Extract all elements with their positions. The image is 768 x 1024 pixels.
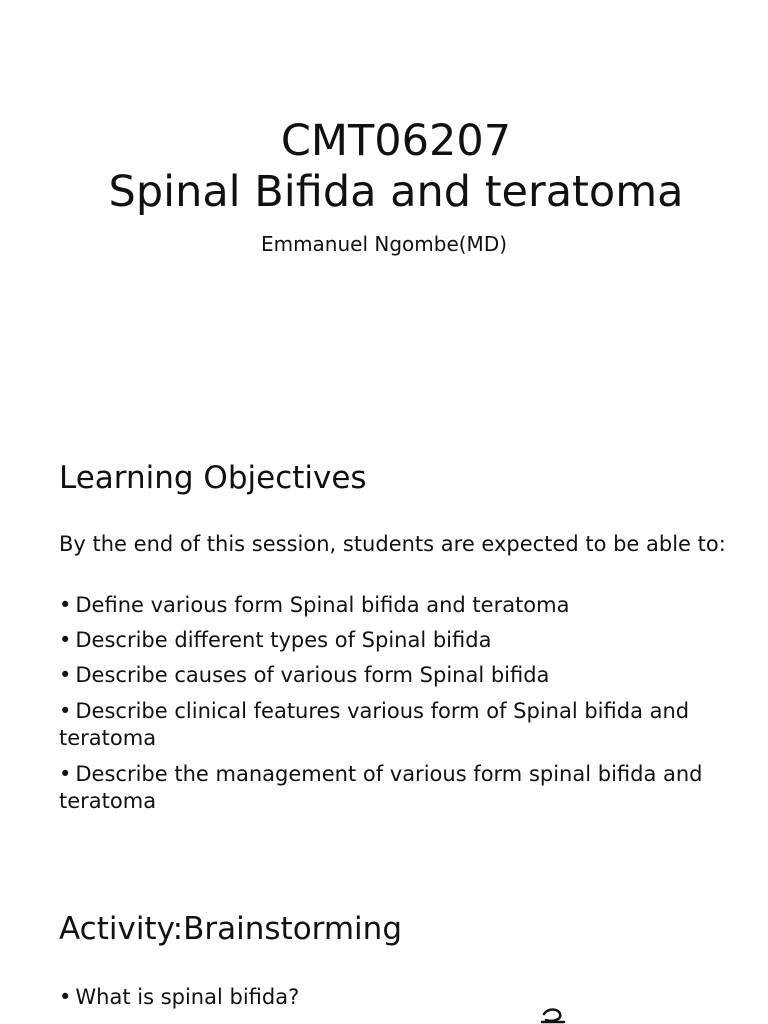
objective-text: Describe clinical features various form of Spinal bifida and teratoma <box>59 699 690 750</box>
question-text: What is spinal bifida? <box>75 985 300 1009</box>
learning-objectives-intro: By the end of this session, students are expected to be able to: <box>59 532 726 556</box>
bullet-icon: • <box>59 593 72 617</box>
objective-text: Describe causes of various form Spinal bifida <box>75 663 550 687</box>
slide-title-course-code: CMT06207 <box>280 116 512 166</box>
bullet-icon: • <box>59 663 72 687</box>
learning-objectives-heading: Learning Objectives <box>59 460 367 496</box>
objective-text: Describe the management of various form spinal bifida and teratoma <box>59 762 703 813</box>
objective-item <box>59 627 729 654</box>
slide-title-topic: Spinal Bifida and teratoma <box>108 167 684 217</box>
objective-item <box>59 761 729 815</box>
bullet-icon: • <box>59 628 72 652</box>
bullet-icon: • <box>59 985 72 1009</box>
partial-glyph-icon <box>538 1000 568 1024</box>
objective-text: Define various form Spinal bifida and teratoma <box>75 593 570 617</box>
slide-author: Emmanuel Ngombe(MD) <box>260 232 508 256</box>
objective-item <box>59 662 729 689</box>
activity-question <box>59 984 729 1011</box>
bullet-icon: • <box>59 762 72 786</box>
objective-item <box>59 592 729 619</box>
activity-heading: Activity:Brainstorming <box>59 911 402 947</box>
bullet-icon: • <box>59 699 72 723</box>
objective-item <box>59 698 729 752</box>
objective-text: Describe different types of Spinal bifida <box>75 628 492 652</box>
